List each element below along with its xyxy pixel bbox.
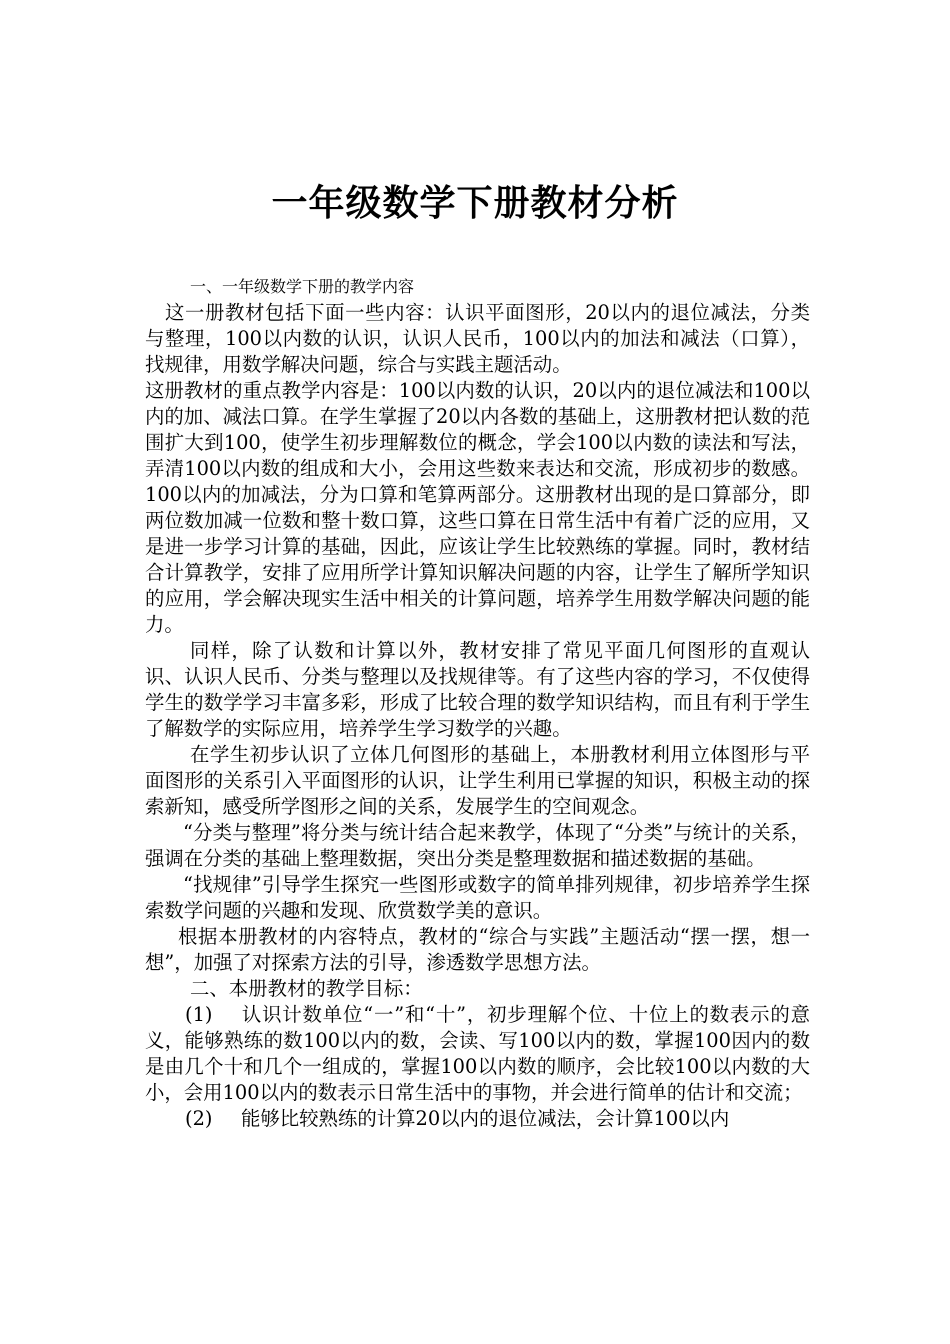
goal-number: (1) xyxy=(185,1003,213,1026)
paragraph: 在学生初步认识了立体几何图形的基础上，本册教材利用立体图形与平面图形的关系引入平面图形的认识，让学生利用已掌握的知识，积极主动的探索新知，感受所学图形之间的关系，发展学生的空间观念。 xyxy=(145,743,810,818)
paragraph: “分类与整理”将分类与统计结合起来教学，体现了“分类”与统计的关系，强调在分类的基础上整理数据，突出分类是整理数据和描述数据的基础。 xyxy=(145,821,810,870)
paragraph: “找规律”引导学生探究一些图形或数字的简单排列规律，初步培养学生探索数学问题的兴趣和发现、欣赏数学美的意识。 xyxy=(145,873,810,922)
page-title: 一年级数学下册教材分析 xyxy=(271,183,679,224)
paragraph: 同样，除了认数和计算以外，教材安排了常见平面几何图形的直观认识、认识人民币、分类与整理以及找规律等。有了这些内容的学习，不仅使得学生的数学学习丰富多彩，形成了比较合理的数学知识结构，而且有利于学生了解数学的实际应用，培养学生学习数学的兴趣。 xyxy=(145,639,810,740)
goal-item xyxy=(145,1106,810,1132)
section-heading-1: 一、一年级数学下册的教学内容 xyxy=(190,277,415,296)
paragraph: 根据本册教材的内容特点，教材的“综合与实践”主题活动“摆一摆，想一想”，加强了对探索方法的引导，渗透数学思想方法。 xyxy=(145,925,810,974)
goal-text: 能够比较熟练的计算20以内的退位减法，会计算100以内 xyxy=(241,1107,730,1130)
paragraph: 这一册教材包括下面一些内容：认识平面图形，20以内的退位减法，分类与整理，100以内数的认识，认识人民币，100以内的加法和减法（口算），找规律，用数学解决问题，综合与实践主题活动。 xyxy=(145,301,810,376)
document-body xyxy=(145,274,810,1132)
goal-text: 认识计数单位“一”和“十”，初步理解个位、十位上的数表示的意义，能够熟练的数100以内的数，会读、写100以内的数，掌握100因内的数是由几个十和几个一组成的，掌握100以内数的顺序，会比较100以内数的大小，会用100以内的数表示日常生活中的事物，并会进行简单的估计和交流； xyxy=(145,1003,810,1104)
paragraph: 这册教材的重点教学内容是：100以内数的认识，20以内的退位减法和100以内的加、减法口算。在学生掌握了20以内各数的基础上，这册教材把认数的范围扩大到100，使学生初步理解数位的概念，学会100以内数的读法和写法，弄清100以内数的组成和大小，会用这些数来表达和交流，形成初步的数感。100以内的加减法，分为口算和笔算两部分。这册教材出现的是口算部分，即两位数加减一位数和整十数口算，这些口算在日常生活中有着广泛的应用，又是进一步学习计算的基础，因此，应该让学生比较熟练的掌握。同时，教材结合计算教学，安排了应用所学计算知识解决问题的内容，让学生了解所学知识的应用，学会解决现实生活中相关的计算问题，培养学生用数学解决问题的能力。 xyxy=(145,379,810,636)
section-heading-2: 二、本册教材的教学目标： xyxy=(190,977,423,1000)
goal-number: (2) xyxy=(185,1107,213,1130)
goal-item xyxy=(145,1002,810,1106)
